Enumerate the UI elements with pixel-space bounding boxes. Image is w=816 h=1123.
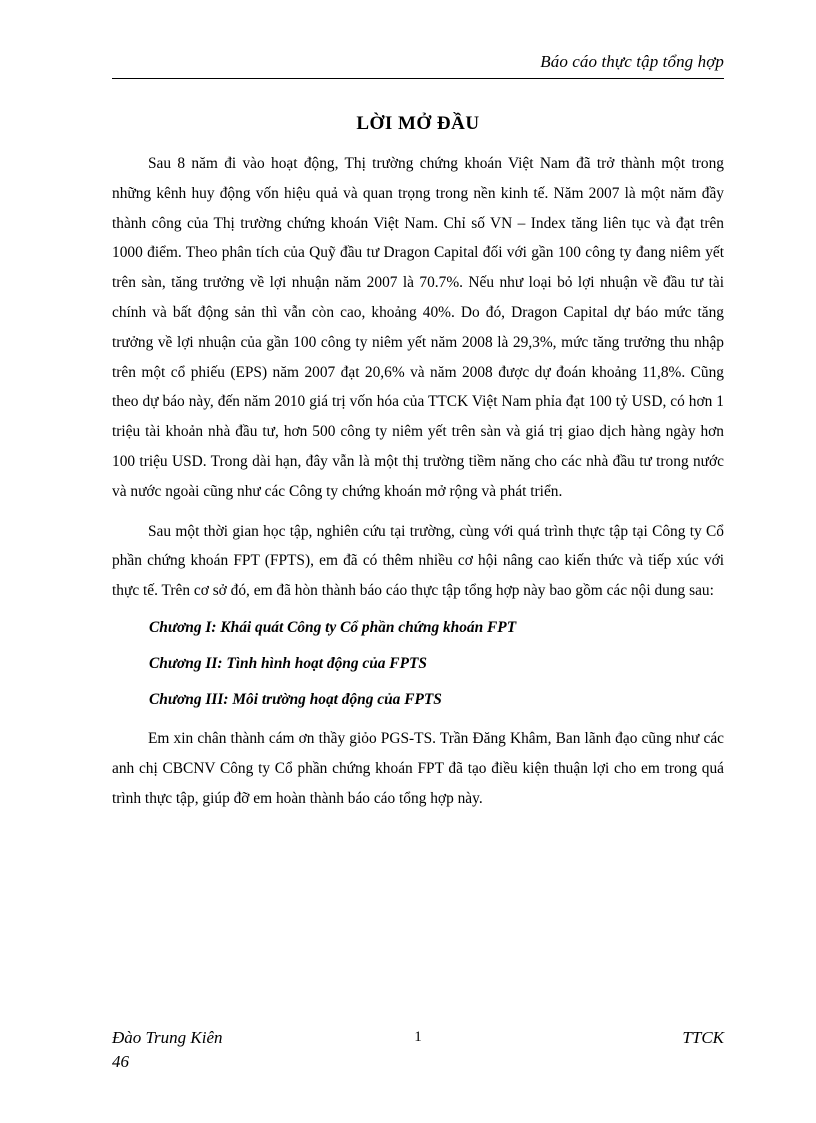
context-paragraph: Sau một thời gian học tập, nghiên cứu tại trường, cùng với quá trình thực tập tại Công ty Cổ phần chứng khoán FPT (FPTS), em đã có thêm nhiều cơ hội nâng cao kiến thức và tiếp xúc với thực tế. Trên cơ sở đó, em đã hòn thành báo cáo thực tập tổng hợp này bao gồm các nội dung sau: xyxy=(112,522,724,600)
page-number: 1 xyxy=(414,1029,422,1045)
document-body xyxy=(112,149,724,813)
footer-department: TTCK xyxy=(682,1028,724,1047)
chapter-item-1: Chương I: Khái quát Công ty Cổ phần chứng khoán FPT xyxy=(149,618,517,636)
chapter-item-2: Chương II: Tình hình hoạt động của FPTS xyxy=(149,654,427,672)
header-title: Báo cáo thực tập tổng hợp xyxy=(540,52,724,71)
author-name: Đào Trung Kiên xyxy=(112,1028,223,1047)
page-footer xyxy=(112,1026,724,1076)
page-header xyxy=(112,50,724,79)
author-class: 46 xyxy=(112,1052,129,1071)
intro-paragraph: Sau 8 năm đi vào hoạt động, Thị trường chứng khoán Việt Nam đã trở thành một trong những kênh huy động vốn hiệu quả và quan trọng trong nền kinh tế. Năm 2007 là một năm đầy thành công của Thị trường chứng khoán Việt Nam. Chỉ số VN – Index tăng liên tục và đạt trên 1000 điểm. Theo phân tích của Quỹ đầu tư Dragon Capital đối với gần 100 công ty đang niêm yết trên sàn, tăng trưởng về lợi nhuận năm 2007 là 70.7%. Nếu như loại bỏ lợi nhuận về đầu tư tài chính và bất động sản thì vẫn còn cao, khoảng 40%. Do đó, Dragon Capital dự báo mức tăng trưởng về lợi nhuận của gần 100 công ty niêm yết năm 2008 là 29,3%, mức tăng trưởng thu nhập trên một cổ phiếu (EPS) năm 2007 đạt 20,6% và năm 2008 được dự đoán khoảng 11,8%. Cũng theo dự báo này, đến năm 2010 giá trị vốn hóa của TTCK Việt Nam phỉa đạt 100 tỷ USD, có hơn 1 triệu tài khoản nhà đầu tư, hơn 500 công ty niêm yết trên sàn và giá trị giao dịch hàng ngày hơn 100 triệu USD. Trong dài hạn, đây vẫn là một thị trường tiềm năng cho các nhà đầu tư trong nước và nước ngoài cũng như các Công ty chứng khoán mở rộng và phát triển. xyxy=(112,155,724,500)
chapter-item-3: Chương III: Môi trường hoạt động của FPTS xyxy=(149,690,442,708)
acknowledgement-paragraph: Em xin chân thành cám ơn thầy giỏo PGS-TS. Trần Đăng Khâm, Ban lãnh đạo cũng như các anh chị CBCNV Công ty Cổ phần chứng khoán FPT đã tạo điều kiện thuận lợi cho em trong quá trình thực tập, giúp đỡ em hoàn thành báo cáo tổng hợp này. xyxy=(112,729,724,807)
document-title: LỜI MỞ ĐẦU xyxy=(356,113,480,134)
